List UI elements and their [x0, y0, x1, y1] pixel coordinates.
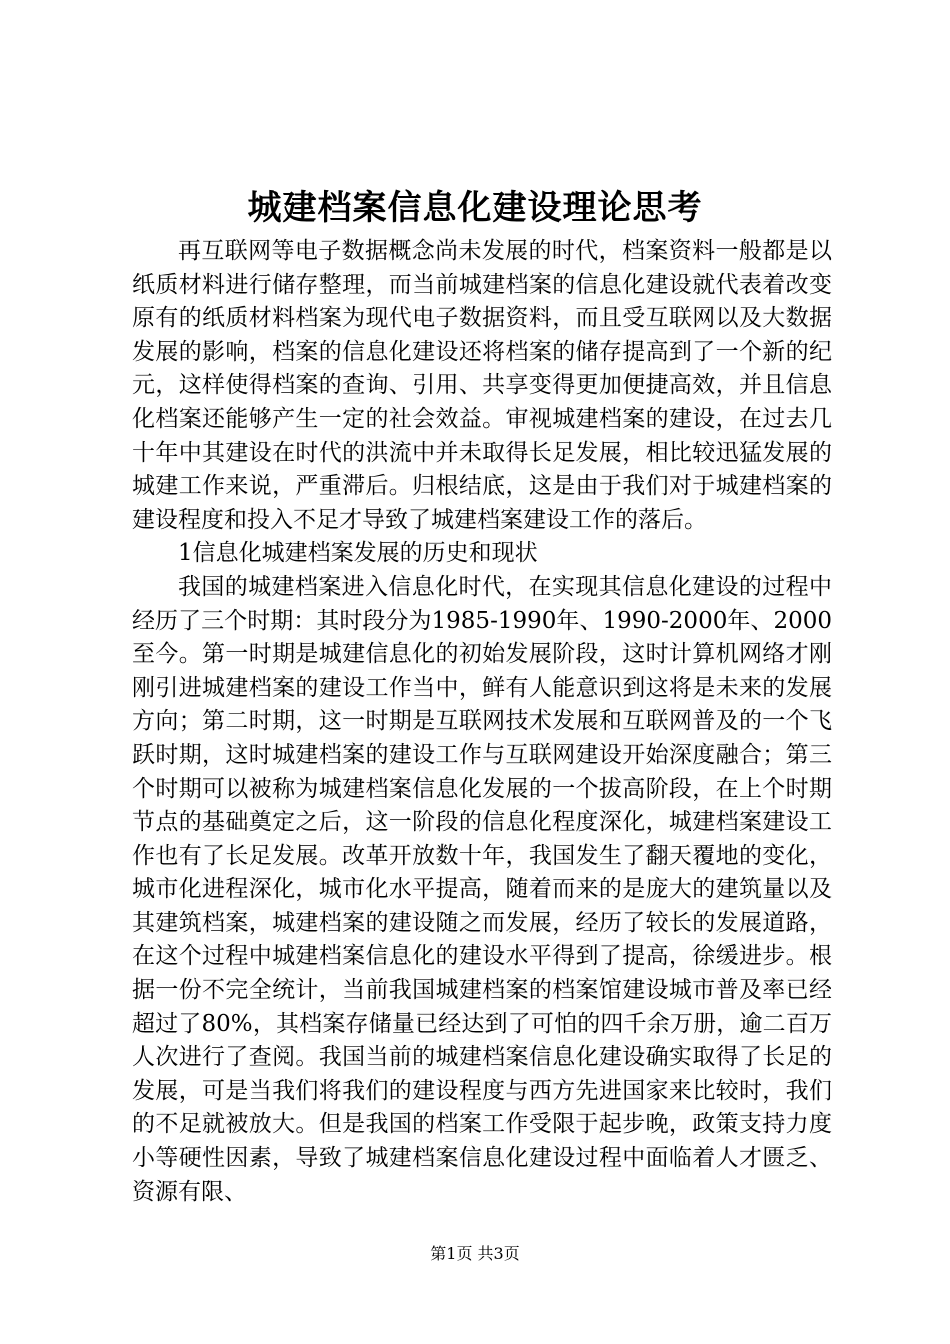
page-number-footer: 第1页 共3页 — [430, 1244, 520, 1263]
document-body — [132, 235, 832, 1209]
document-title: 城建档案信息化建设理论思考 — [247, 188, 703, 228]
paragraph-history: 我国的城建档案进入信息化时代，在实现其信息化建设的过程中经历了三个时期：其时段分为1985-1990年、1990-2000年、2000至今。第一时期是城建信息化的初始发展阶段，这时计算机网络才刚刚引进城建档案的建设工作当中，鲜有人能意识到这将是未来的发展方向；第二时期，这一时期是互联网技术发展和互联网普及的一个飞跃时期，这时城建档案的建设工作与互联网建设开始深度融合；第三个时期可以被称为城建档案信息化发展的一个拔高阶段，在上个时期节点的基础奠定之后，这一阶段的信息化程度深化，城建档案建设工作也有了长足发展。改革开放数十年，我国发生了翻天覆地的变化，城市化进程深化，城市化水平提高，随着而来的是庞大的建筑量以及其建筑档案，城建档案的建设随之而发展，经历了较长的发展道路，在这个过程中城建档案信息化的建设水平得到了提高，徐缓进步。根据一份不完全统计，当前我国城建档案的档案馆建设城市普及率已经超过了80%，其档案存储量已经达到了可怕的四千余万册，逾二百万人次进行了查阅。我国当前的城建档案信息化建设确实取得了长足的发展，可是当我们将我们的建设程度与西方先进国家来比较时，我们的不足就被放大。但是我国的档案工作受限于起步晚，政策支持力度小等硬性因素，导致了城建档案信息化建设过程中面临着人才匮乏、资源有限、 — [132, 573, 832, 1205]
paragraph-intro: 再互联网等电子数据概念尚未发展的时代，档案资料一般都是以纸质材料进行储存整理，而当前城建档案的信息化建设就代表着改变原有的纸质材料档案为现代电子数据资料，而且受互联网以及大数据发展的影响，档案的信息化建设还将档案的储存提高到了一个新的纪元，这样使得档案的查询、引用、共享变得更加便捷高效，并且信息化档案还能够产生一定的社会效益。审视城建档案的建设，在过去几十年中其建设在时代的洪流中并未取得长足发展，相比较迅猛发展的城建工作来说，严重滞后。归根结底，这是由于我们对于城建档案的建设程度和投入不足才导致了城建档案建设工作的落后。 — [132, 238, 832, 533]
section-heading: 1信息化城建档案发展的历史和现状 — [178, 540, 538, 567]
